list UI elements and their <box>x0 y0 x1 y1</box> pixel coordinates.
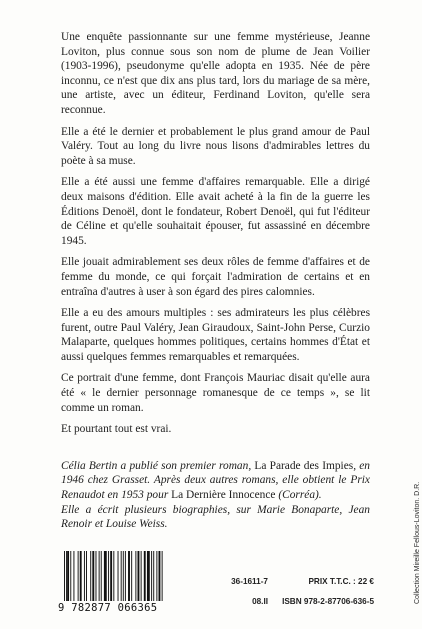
price-isbn <box>268 576 374 616</box>
barcode-bar <box>66 551 67 601</box>
barcode-bar <box>153 551 154 601</box>
isbn: ISBN 978-2-87706-636-5 <box>282 597 374 606</box>
barcode-bar <box>147 551 150 601</box>
blurb-paragraph-4: Elle jouait admirablement ses deux rôles de femme d'affaires et de femme du monde, ce qui forçait l'admiration de certains et en entraîna d'autres à user à son égard des pires calomnies. <box>61 256 370 298</box>
barcode-bar <box>64 551 65 601</box>
barcode-bar <box>123 551 124 601</box>
blurb-paragraph-2: Elle a été le dernier et probablement le plus grand amour de Paul Valéry. Tout au long du livre nous lisons d'admirables lettres du poète à sa muse. <box>61 125 370 167</box>
barcode-bar <box>138 551 140 601</box>
internal-codes <box>218 576 268 616</box>
author-bio <box>61 459 370 503</box>
barcode-bar <box>90 551 91 601</box>
barcode-bar <box>159 551 161 601</box>
barcode-bar <box>67 551 69 601</box>
barcode-bar <box>80 551 82 601</box>
barcode-bar <box>84 551 85 601</box>
blurb-paragraph-5: Elle a eu des amours multiples : ses admirateurs les plus célèbres furent, outre Paul Valéry, Jean Giraudoux, Saint-John Perse, Curzio Malaparte, quelques hommes politiques, certains hommes d'État et aussi quelques femmes remarquables et remarquées. <box>61 307 370 363</box>
barcode-number: 9 782877 066365 <box>58 602 158 614</box>
price: PRIX T.T.C. : 22 € <box>308 577 374 586</box>
barcode-bar <box>121 551 122 601</box>
barcode-bars <box>64 551 168 603</box>
barcode-bar <box>108 551 109 601</box>
barcode-bar <box>162 551 163 601</box>
internal-code-bottom: 08.II <box>252 597 268 606</box>
barcode-bar <box>99 551 100 601</box>
barcode-bar <box>125 551 126 601</box>
barcode-bar <box>144 551 146 601</box>
barcode <box>58 551 172 613</box>
blurb-paragraph-3: Elle a été aussi une femme d'affaires remarquable. Elle a dirigé deux maisons d'édition. Elle avait acheté à la fin de la guerre les Éditions Denoël, dont le fondateur, Robert Denoël, qui fut l'éditeur de Céline et qu'elle souhaitait épouser, fut assassiné en décembre 1945. <box>61 176 370 247</box>
author-bio-text-1: Célia Bertin a publié son premier roman, <box>61 459 255 472</box>
barcode-bar <box>78 551 79 601</box>
barcode-bar <box>135 551 136 601</box>
barcode-bar <box>73 551 74 601</box>
book-title-la-derniere-innocence: La Dernière Innocence <box>171 489 276 502</box>
author-bio-biographies: Elle a écrit plusieurs biographies, sur Marie Bonaparte, Jean Renoir et Louise Weiss. <box>61 503 370 531</box>
blurb-paragraph-1: Une enquête passionnante sur une femme mystérieuse, Jeanne Loviton, plus connue sous son nom de plume de Jean Voilier (1903-1996), pseudonyme qu'elle adopta en 1935. Née de père inconnu, ce n'est que dix ans plus tard, lors du mariage de sa mère, une artiste, avec un éditeur, Ferdinand Loviton, qu'elle sera reconnue. <box>61 31 370 116</box>
author-bio-text-2: , en 1946 chez Grasset. Après deux autres romans, elle obtient le Prix Renaudot en 1953 pour <box>61 459 371 502</box>
barcode-bar <box>131 551 132 601</box>
author-bio-text-3: (Corréa). <box>275 489 322 502</box>
barcode-bar <box>113 551 114 601</box>
barcode-bar <box>151 551 152 601</box>
barcode-bar <box>104 551 107 601</box>
book-title-la-parade-des-impies: La Parade des Impies <box>254 459 354 472</box>
barcode-bar <box>128 551 130 601</box>
internal-code-top: 36-1611-7 <box>231 577 268 586</box>
blurb-paragraph-6: Ce portrait d'une femme, dont François Mauriac disait qu'elle aura été « le dernier personnage romanesque de ce temps », se lit comme un roman. <box>61 372 370 414</box>
barcode-bar <box>70 551 71 601</box>
photo-credit: Collection Mireille Fellous-Loviton. D.R. <box>414 481 421 604</box>
barcode-bar <box>96 551 97 601</box>
blurb <box>61 30 370 532</box>
closing-line: Et pourtant tout est vrai. <box>61 423 172 436</box>
barcode-bar <box>101 551 102 601</box>
barcode-bar <box>141 551 142 601</box>
barcode-bar <box>86 551 87 601</box>
barcode-bar <box>92 551 94 601</box>
barcode-bar <box>156 551 157 601</box>
barcode-bar <box>118 551 119 601</box>
barcode-bar <box>110 551 112 601</box>
